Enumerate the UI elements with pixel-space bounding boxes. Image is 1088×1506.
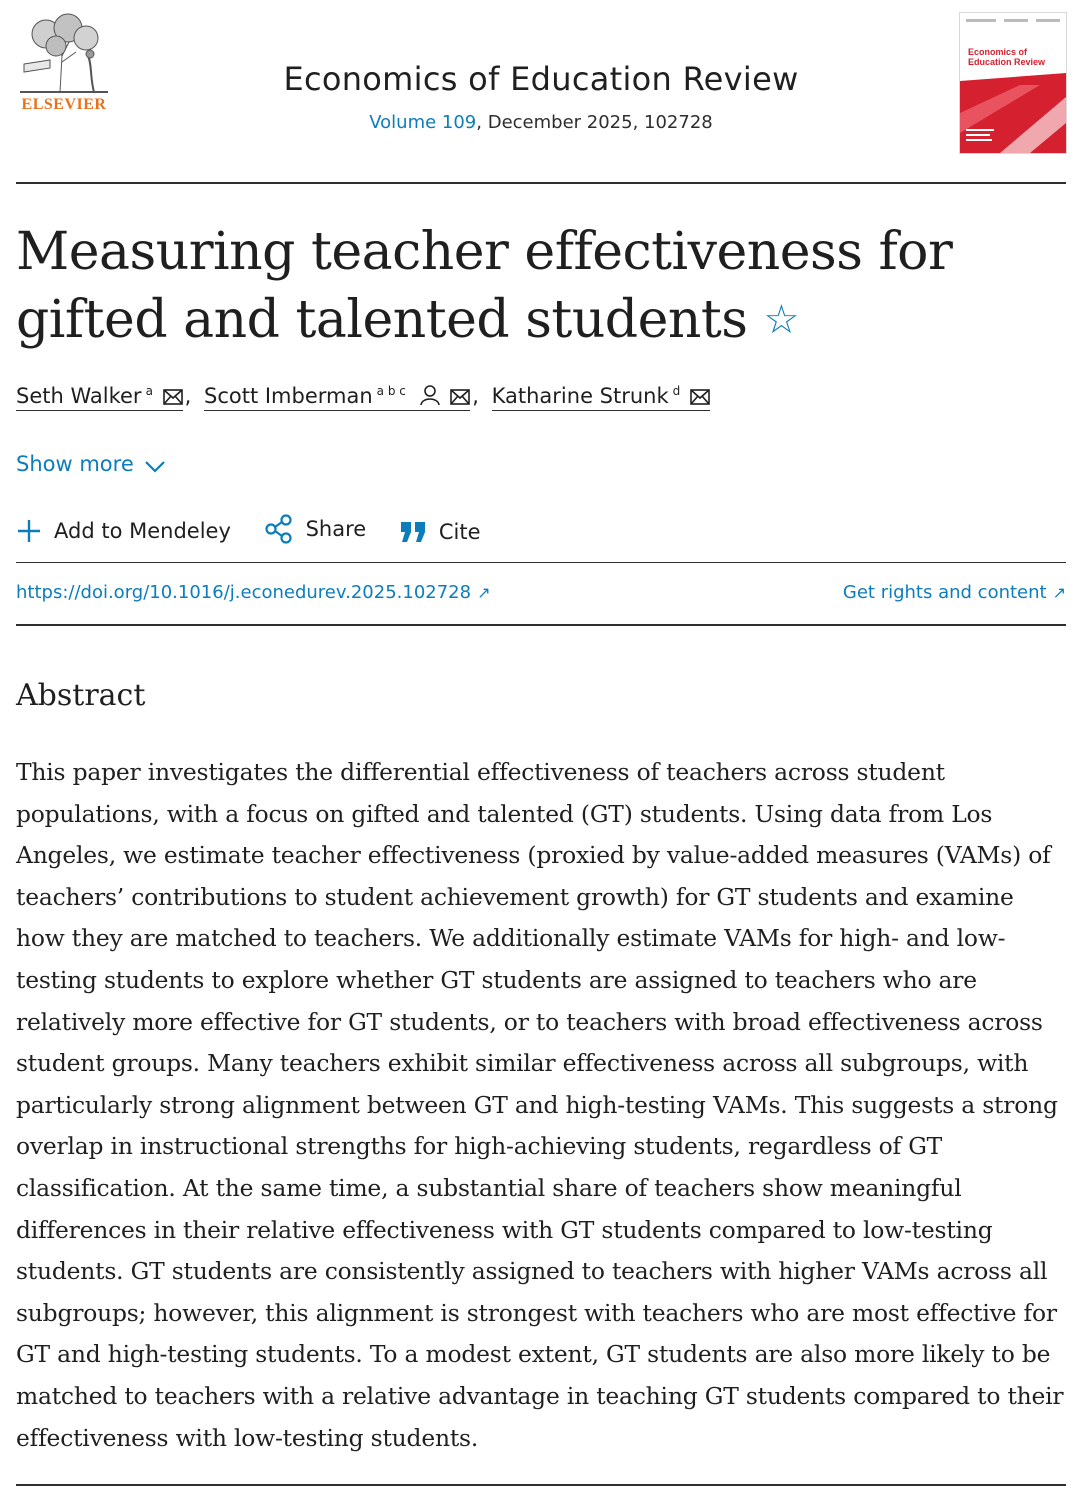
person-icon (419, 385, 441, 405)
author-affiliations: d (672, 384, 681, 398)
article-title (16, 218, 1066, 354)
email-icon[interactable] (163, 389, 183, 405)
share-icon (264, 514, 294, 544)
author-separator: , (184, 384, 192, 408)
author-katharine-strunk[interactable] (492, 384, 710, 411)
journal-issue (16, 112, 1066, 133)
rights-link[interactable] (843, 582, 1066, 603)
abstract-text: This paper investigates the differential effectiveness of teachers across student populations, with a focus on gifted and talented (GT) students. Using data from Los Angeles, we estimate teacher effectiveness (proxied by value-added measures (VAMs) of teachers’ contributions to student achievement growth) for GT students and examine how they are matched to teachers. We additionally estimate VAMs for high- and low-testing students to explore whether GT students are assigned to teachers who are relatively more effective for GT students, or to teachers with broad effectiveness across student groups. Many teachers exhibit similar effectiveness across all subgroups, with particularly strong alignment between GT and high-testing VAMs. This suggests a strong overlap in instructional strengths for high-achieving students, regardless of GT classification. At the same time, a substantial share of teachers show meaningful differences in their relative effectiveness with GT students compared to low-testing students. GT students are consistently assigned to teachers with higher VAMs across all subgroups; however, this alignment is strongest with teachers who are most effective for GT and high-testing students. To a modest extent, GT students are also more likely to be matched to teachers with a relative advantage in teaching GT students compared to their effectiveness with low-testing students. (16, 758, 1064, 1452)
author-affiliations: a (145, 384, 153, 398)
quote-icon (399, 520, 427, 544)
doi-text: https://doi.org/10.1016/j.econedurev.2025.102728 (16, 582, 472, 603)
journal-title[interactable]: Economics of Education Review (283, 60, 799, 98)
publisher-name: ELSEVIER (21, 96, 107, 113)
header-divider (16, 182, 1066, 184)
email-icon[interactable] (690, 389, 710, 405)
star-icon[interactable]: ☆ (763, 297, 799, 343)
external-link-icon: ↗ (477, 583, 491, 602)
author-name: Seth Walker (16, 384, 142, 408)
issue-details: , December 2025, 102728 (476, 112, 713, 133)
actions-divider (16, 562, 1066, 563)
cover-graphic (960, 13, 1066, 153)
author-list (16, 384, 710, 411)
author-scott-imberman[interactable] (204, 384, 470, 411)
volume-link[interactable]: Volume 109 (369, 112, 477, 133)
doi-link[interactable] (16, 582, 491, 603)
journal-cover[interactable] (959, 12, 1067, 154)
cite-label: Cite (438, 520, 481, 544)
show-more-button[interactable] (16, 452, 166, 476)
mendeley-label: Add to Mendeley (54, 519, 231, 543)
author-name: Scott Imberman (203, 384, 373, 408)
show-more-label: Show more (16, 452, 134, 476)
author-seth-walker[interactable] (16, 384, 183, 411)
article-actions (16, 514, 507, 549)
email-icon[interactable] (450, 389, 470, 405)
article-title-text: Measuring teacher effectiveness for gifted and talented students (16, 222, 953, 350)
plus-icon (16, 518, 42, 544)
abstract-divider (16, 1484, 1066, 1486)
journal-header (16, 0, 1066, 183)
share-button[interactable] (264, 514, 367, 544)
chevron-down-icon (144, 460, 166, 474)
author-affiliations: a b c (376, 384, 406, 398)
cite-button[interactable] (399, 520, 481, 544)
external-link-icon: ↗ (1052, 583, 1066, 602)
share-label: Share (305, 517, 367, 541)
cover-title: Economics of Education Review (968, 47, 1046, 67)
abstract-heading: Abstract (16, 678, 146, 713)
author-separator: , (472, 384, 479, 408)
author-name: Katharine Strunk (491, 384, 669, 408)
links-divider (16, 624, 1066, 626)
add-to-mendeley-button[interactable] (16, 518, 231, 544)
rights-text: Get rights and content (842, 582, 1047, 603)
